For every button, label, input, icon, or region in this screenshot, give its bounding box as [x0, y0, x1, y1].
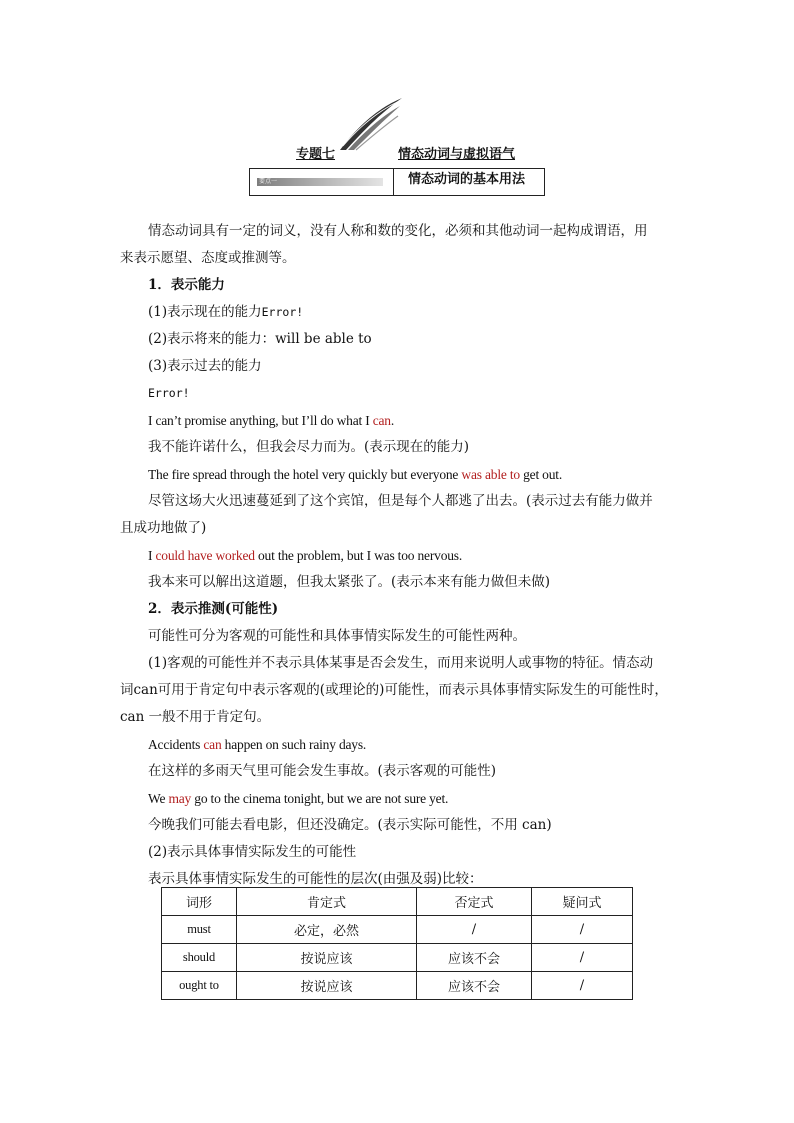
- table-cell: 按说应该: [237, 972, 417, 1000]
- example-text: out the problem, but I was too nervous.: [254, 548, 463, 563]
- example-text: happen on such rainy days.: [221, 737, 367, 752]
- table-cell: 按说应该: [237, 944, 417, 972]
- table-cell: 应该不会: [417, 972, 532, 1000]
- intro-line: 情态动词具有一定的词义，没有人称和数的变化，必须和其他动词一起构成谓语，用: [148, 223, 648, 239]
- intro-paragraph: [120, 218, 680, 245]
- table-row: [162, 916, 633, 944]
- example-sentence: [120, 731, 680, 758]
- intro-line: 来表示愿望、态度或推测等。: [120, 250, 296, 266]
- topic-title: 情态动词与虚拟语气: [398, 147, 516, 162]
- section-badge: 要点一: [259, 178, 278, 185]
- heading-ability: 1．表示能力: [148, 277, 225, 293]
- section-title: 情态动词的基本用法: [408, 172, 526, 187]
- document-body: [120, 218, 680, 893]
- paragraph-cont: can 一般不用于肯定句。: [120, 709, 271, 725]
- paragraph: (2)表示具体事情实际发生的可能性: [148, 844, 357, 860]
- example-text: I can’t promise anything, but I’ll do what I: [148, 413, 373, 428]
- list-item: (3)表示过去的能力: [148, 358, 262, 374]
- list-item: (2)表示将来的能力：will be able to: [148, 331, 372, 347]
- table-header-cell: 词形: [162, 888, 237, 916]
- example-text: go to the cinema tonight, but we are not sure yet.: [191, 791, 449, 806]
- highlight-text: can: [372, 413, 391, 428]
- example-translation: 今晚我们可能去看电影，但还没确定。(表示实际可能性，不用 can): [148, 817, 552, 833]
- intro-paragraph-cont: [120, 245, 680, 272]
- highlight-text: may: [168, 791, 192, 806]
- paragraph: 可能性可分为客观的可能性和具体事情实际发生的可能性两种。: [148, 628, 526, 644]
- example-translation: 在这样的多雨天气里可能会发生事故。(表示客观的可能性): [148, 763, 497, 779]
- example-text: The fire spread through the hotel very quickly but everyone: [148, 467, 462, 482]
- list-text: (1)表示现在的能力: [148, 304, 262, 320]
- example-translation-cont: 且成功地做了): [120, 520, 207, 536]
- paragraph: 表示具体事情实际发生的可能性的层次(由强及弱)比较：: [148, 871, 483, 887]
- example-text: get out.: [519, 467, 563, 482]
- table-cell: should: [162, 944, 237, 972]
- table-cell: ought to: [162, 972, 237, 1000]
- example-text: I: [148, 548, 156, 563]
- section-heading: [249, 168, 545, 196]
- table-cell: /: [532, 944, 633, 972]
- table-row: [162, 972, 633, 1000]
- example-text: We: [148, 791, 169, 806]
- paragraph: (1)客观的可能性并不表示具体某事是否会发生，而用来说明人或事物的特征。情态动: [148, 655, 654, 671]
- example-sentence: [120, 785, 680, 812]
- list-item: [120, 299, 680, 326]
- modal-verb-table: [161, 887, 633, 1000]
- swoosh-icon: [338, 96, 404, 152]
- table-header-row: [162, 888, 633, 916]
- highlight-text: could have worked: [155, 548, 255, 563]
- example-text: .: [390, 413, 395, 428]
- table-cell: 必定，必然: [237, 916, 417, 944]
- example-translation: 我本来可以解出这道题，但我太紧张了。(表示本来有能力做但未做): [148, 574, 551, 590]
- example-translation: 我不能许诺什么，但我会尽力而为。(表示现在的能力): [148, 439, 470, 455]
- example-sentence: [120, 542, 680, 569]
- highlight-text: was able to: [461, 467, 520, 482]
- table-cell: 应该不会: [417, 944, 532, 972]
- heading-probability: 2．表示推测(可能性): [148, 601, 279, 617]
- topic-label: 专题七: [296, 147, 336, 162]
- table-row: [162, 944, 633, 972]
- paragraph-cont: 词can可用于肯定句中表示客观的(或理论的)可能性，而表示具体事情实际发生的可能性时，: [120, 682, 668, 698]
- table-cell: /: [532, 916, 633, 944]
- table-header-cell: 疑问式: [532, 888, 633, 916]
- topic-header: [290, 96, 550, 166]
- table-cell: must: [162, 916, 237, 944]
- error-field: Error!: [148, 386, 190, 400]
- table-cell: /: [532, 972, 633, 1000]
- error-field: Error!: [261, 305, 304, 319]
- section-badge-area: [250, 169, 394, 195]
- example-text: Accidents: [148, 737, 204, 752]
- example-translation: 尽管这场大火迅速蔓延到了这个宾馆，但是每个人都逃了出去。(表示过去有能力做并: [148, 493, 653, 509]
- table-cell: /: [417, 916, 532, 944]
- table-header-cell: 肯定式: [237, 888, 417, 916]
- table-header-cell: 否定式: [417, 888, 532, 916]
- example-sentence: [120, 461, 680, 488]
- highlight-text: can: [203, 737, 222, 752]
- example-sentence: [120, 407, 680, 434]
